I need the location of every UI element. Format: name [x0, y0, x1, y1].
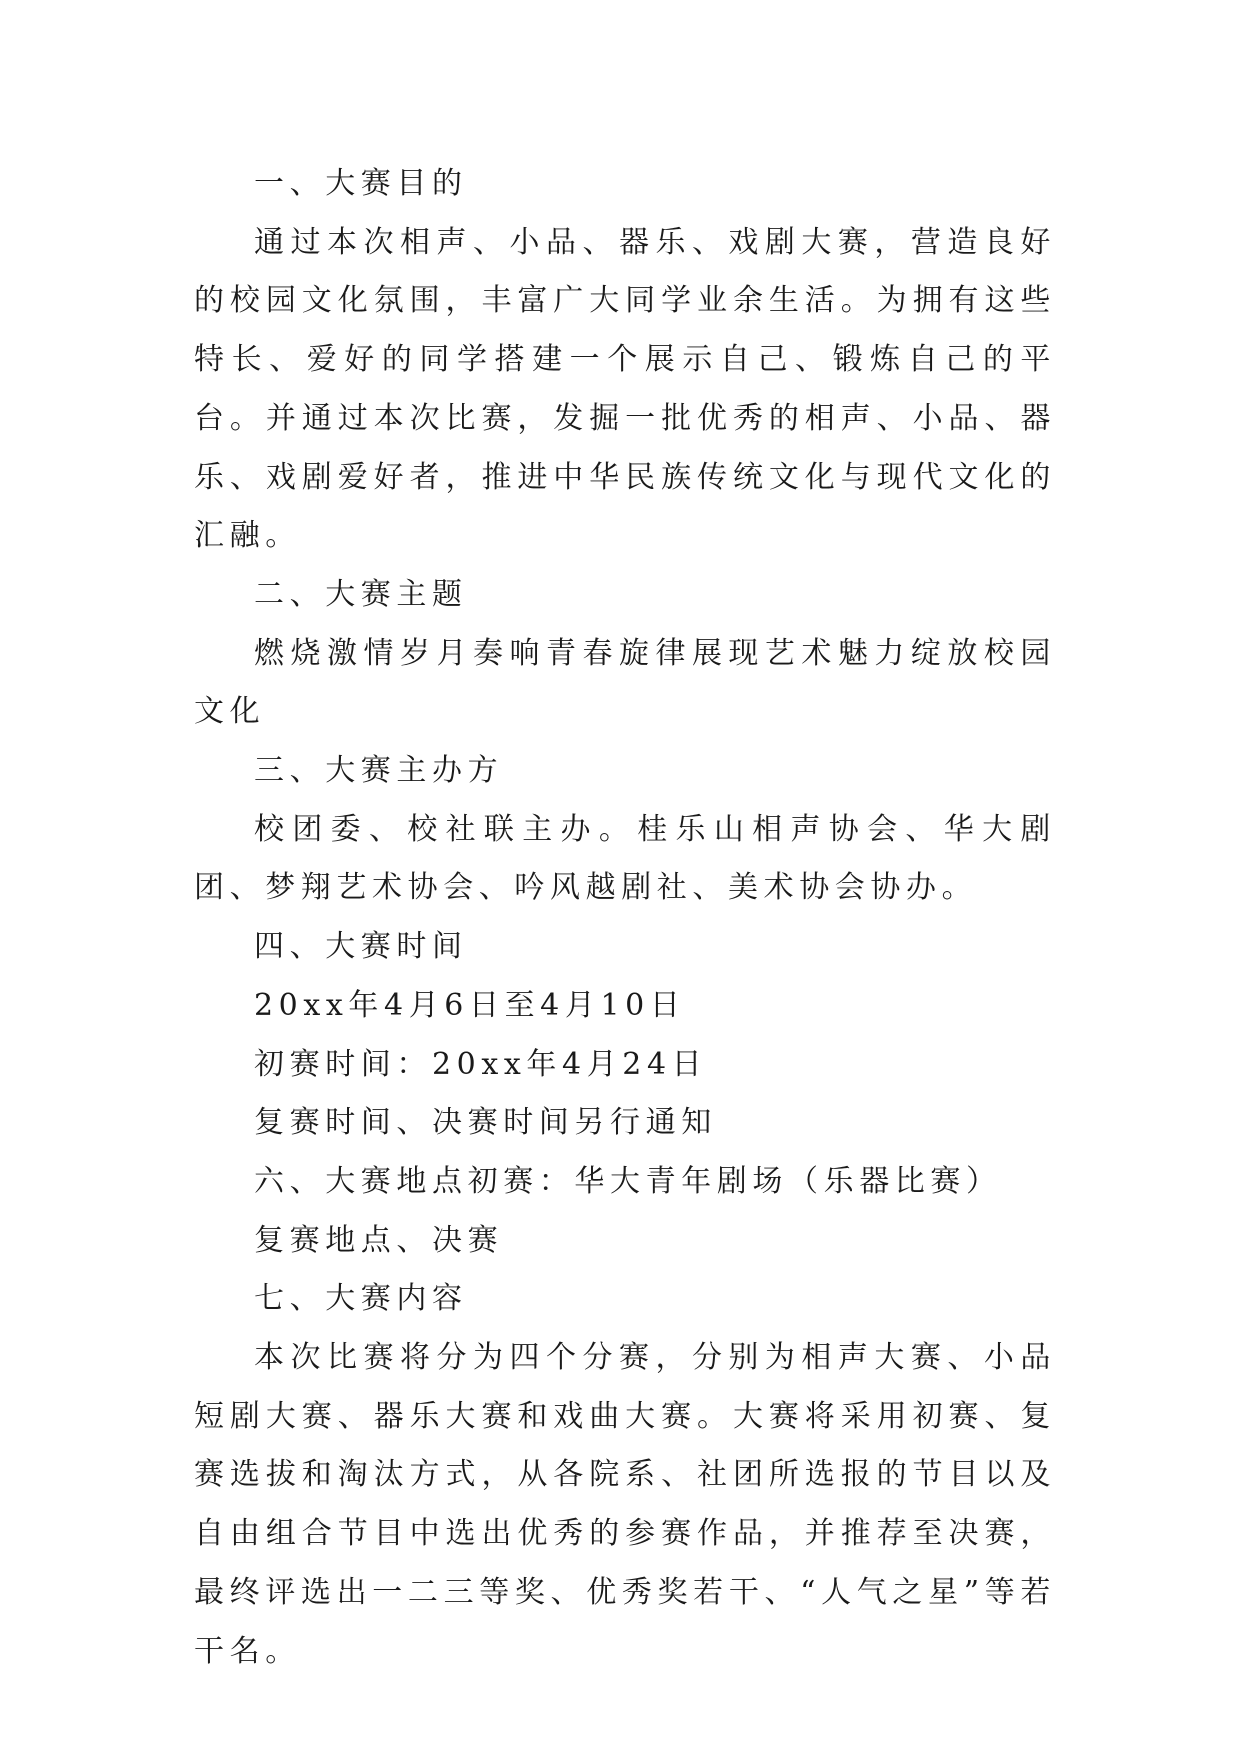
- paragraph-content: 本次比赛将分为四个分赛，分别为相声大赛、小品短剧大赛、器乐大赛和戏曲大赛。大赛将采用初赛、复赛选拔和淘汰方式，从各院系、社团所选报的节目以及自由组合节目中选出优秀的参赛作品，并推荐至决赛，最终评选出一二三等奖、优秀奖若干、“人气之星”等若干名。: [194, 1340, 1056, 1669]
- section-heading-organizer: 三、大赛主办方: [254, 753, 504, 789]
- paragraph-organizer: 校团委、校社联主办。桂乐山相声协会、华大剧团、梦翔艺术协会、吟风越剧社、美术协会协办。: [194, 811, 1056, 906]
- section-heading-location: 六、大赛地点初赛：华大青年剧场（乐器比赛）: [254, 1163, 1002, 1199]
- paragraph-later-rounds-location: 复赛地点、决赛: [254, 1222, 504, 1258]
- paragraph-later-rounds-time: 复赛时间、决赛时间另行通知: [254, 1105, 717, 1141]
- paragraph-theme: 燃烧激情岁月奏响青春旋律展现艺术魅力绽放校园文化: [194, 635, 1056, 730]
- paragraph-time-range: 20xx年4月6日至4月10日: [254, 987, 686, 1023]
- section-heading-theme: 二、大赛主题: [254, 576, 468, 612]
- section-heading-purpose: 一、大赛目的: [254, 166, 468, 201]
- section-heading-time: 四、大赛时间: [254, 929, 468, 965]
- paragraph-preliminary-time: 初赛时间：20xx年4月24日: [254, 1046, 708, 1082]
- section-heading-content: 七、大赛内容: [254, 1281, 468, 1317]
- document-body: [194, 155, 1056, 1681]
- paragraph-purpose: 通过本次相声、小品、器乐、戏剧大赛，营造良好的校园文化氛围，丰富广大同学业余生活。为拥有这些特长、爱好的同学搭建一个展示自己、锻炼自己的平台。并通过本次比赛，发掘一批优秀的相声、小品、器乐、戏剧爱好者，推进中华民族传统文化与现代文化的汇融。: [194, 224, 1056, 554]
